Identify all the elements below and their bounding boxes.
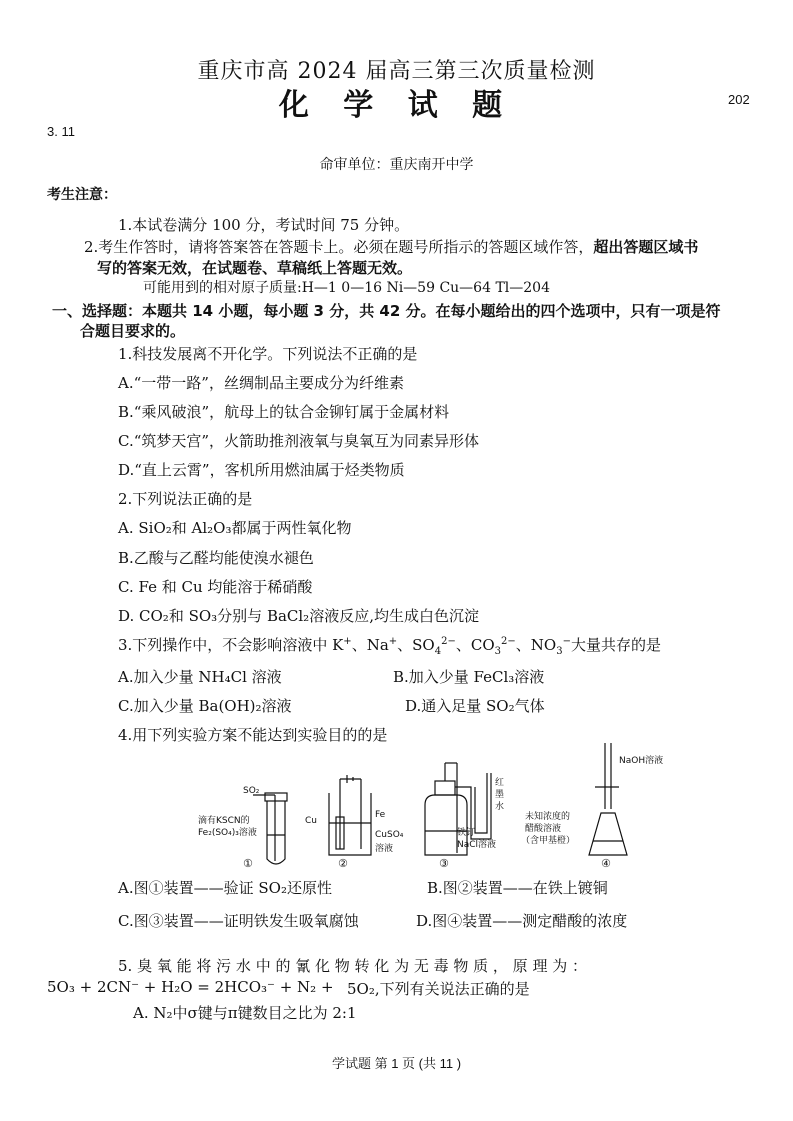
q4-option-a: A.图①装置——验证 SO₂还原性 <box>118 879 332 897</box>
q4-option-d: D.图④装置——测定醋酸的浓度 <box>416 912 628 930</box>
fig-cusuan-label: 醋酸溶液 <box>525 824 562 834</box>
q3-option-d: D.通入足量 SO₂气体 <box>405 697 545 715</box>
notice-item-2-line2: 写的答案无效，在试题卷、草稿纸上答题无效。 <box>97 259 413 277</box>
fig-nacl-label: NaCl溶液 <box>457 840 497 850</box>
q2-option-a: A. SiO₂和 Al₂O₃都属于两性氧化物 <box>118 519 352 537</box>
fig-shui-label: 水 <box>495 802 505 812</box>
apparatus-3 <box>425 763 504 870</box>
fig-hong-label: 红 <box>495 778 505 788</box>
author-unit: 命审单位：重庆南开中学 <box>319 157 474 173</box>
fig-hanjia-label: （含甲基橙） <box>521 836 576 846</box>
apparatus-1 <box>198 786 287 870</box>
q5-option-a: A. N₂中σ键与π键数目之比为 2:1 <box>133 1004 357 1022</box>
q2-option-d: D. CO₂和 SO₃分别与 BaCl₂溶液反应,均生成白色沉淀 <box>118 607 479 625</box>
q1-stem: 1.科技发展离不开化学。下列说法不正确的是 <box>118 345 418 363</box>
fig-cuso4-label: CuSO₄ <box>375 830 404 840</box>
notice-item-1: 1.本试卷满分 100 分，考试时间 75 分钟。 <box>118 216 410 234</box>
q1-option-a: A.“一带一路”，丝绸制品主要成分为纤维素 <box>118 374 404 392</box>
fig-ksc-label: 滴有KSCN的 <box>198 816 250 826</box>
q3-stem-suffix: 大量共存的是 <box>570 636 661 654</box>
fig-cu-label: Cu <box>305 816 317 826</box>
subject-title: 化 学 试 题 <box>278 88 515 123</box>
q2-stem: 2.下列说法正确的是 <box>118 490 253 508</box>
exam-title: 重庆市高 2024 届高三第三次质量检测 <box>197 59 596 84</box>
atomic-mass: 可能用到的相对原子质量:H—1 0—16 Ni—59 Cu—64 Tl—204 <box>143 280 550 296</box>
exam-code: 202 <box>728 92 750 107</box>
exam-date: 3. 11 <box>47 124 75 139</box>
q3-stem: 3.下列操作中，不会影响溶液中 K+、Na+、$SO_4^{2-}$、$CO_3^{2-}$、$NO_3^-$大量共存的是 <box>118 636 661 657</box>
q5-equation-left: 5O₃ + 2CN⁻ + H₂O = 2HCO₃⁻ + N₂ + <box>47 978 334 996</box>
apparatus-2 <box>305 775 404 870</box>
q1-option-d: D.“直上云霄”，客机所用燃油属于烃类物质 <box>118 461 405 479</box>
section-heading-line2: 合题目要求的。 <box>80 322 186 340</box>
apparatus-4 <box>521 743 663 870</box>
fig-num-3: ③ <box>439 857 449 870</box>
fig-num-2: ② <box>338 857 348 870</box>
q3-option-a: A.加入少量 NH₄Cl 溶液 <box>118 668 282 686</box>
q3-option-b: B.加入少量 FeCl₃溶液 <box>393 668 545 686</box>
notice-heading: 考生注意： <box>47 187 117 203</box>
q4-option-c: C.图③装置——证明铁发生吸氧腐蚀 <box>118 912 359 930</box>
q4-apparatus-figure <box>195 743 755 875</box>
q2-option-b: B.乙酸与乙醛均能使溴水褪色 <box>118 549 314 567</box>
q5-equation-right: 5O₂,下列有关说法正确的是 <box>347 980 530 998</box>
fig-mo-label: 墨 <box>495 790 505 800</box>
q4-stem: 4.用下列实验方案不能达到实验目的的是 <box>118 726 388 744</box>
notice-item-2-bold: 超出答题区域书 <box>593 238 699 256</box>
page-footer: 学试题 第 1 页 (共 11 ) <box>331 1056 462 1071</box>
q1-option-c: C.“筑梦天宫”，火箭助推剂液氧与臭氧互为同素异形体 <box>118 432 480 450</box>
section-heading: 一、选择题：本题共 14 小题，每小题 3 分，共 42 分。在每小题给出的四个选项中，只有一项是符 <box>52 302 721 320</box>
fig-weizhi-label: 未知浓度的 <box>525 812 571 822</box>
q4-option-b: B.图②装置——在铁上镀铜 <box>427 879 608 897</box>
notice-item-2-text: 2.考生作答时，请将答案答在答题卡上。必须在题号所指示的答题区域作答， <box>84 238 594 256</box>
q5-stem: 5. 臭 氧 能 将 污 水 中 的 氰 化 物 转 化 为 无 毒 物 质 ， 原 理 为 ： <box>118 957 587 975</box>
fig-rongye-label: 溶液 <box>375 844 394 854</box>
fig-naoh-label: NaOH溶液 <box>619 756 664 766</box>
q3-option-c: C.加入少量 Ba(OH)₂溶液 <box>118 697 292 715</box>
fig-num-4: ④ <box>601 857 611 870</box>
fig-tieding-label: 铁钉 <box>457 828 476 838</box>
q1-option-b: B.“乘风破浪”，航母上的钛合金铆钉属于金属材料 <box>118 403 450 421</box>
fig-num-1: ① <box>243 857 253 870</box>
fig-so2-label: SO₂ <box>243 786 260 796</box>
fig-fe2so4-label: Fe₂(SO₄)₃溶液 <box>198 828 257 838</box>
q2-option-c: C. Fe 和 Cu 均能溶于稀硝酸 <box>118 578 313 596</box>
q3-stem-prefix: 3.下列操作中，不会影响溶液中 K <box>118 636 344 654</box>
notice-item-2 <box>84 236 698 257</box>
fig-fe-label: Fe <box>375 810 386 820</box>
